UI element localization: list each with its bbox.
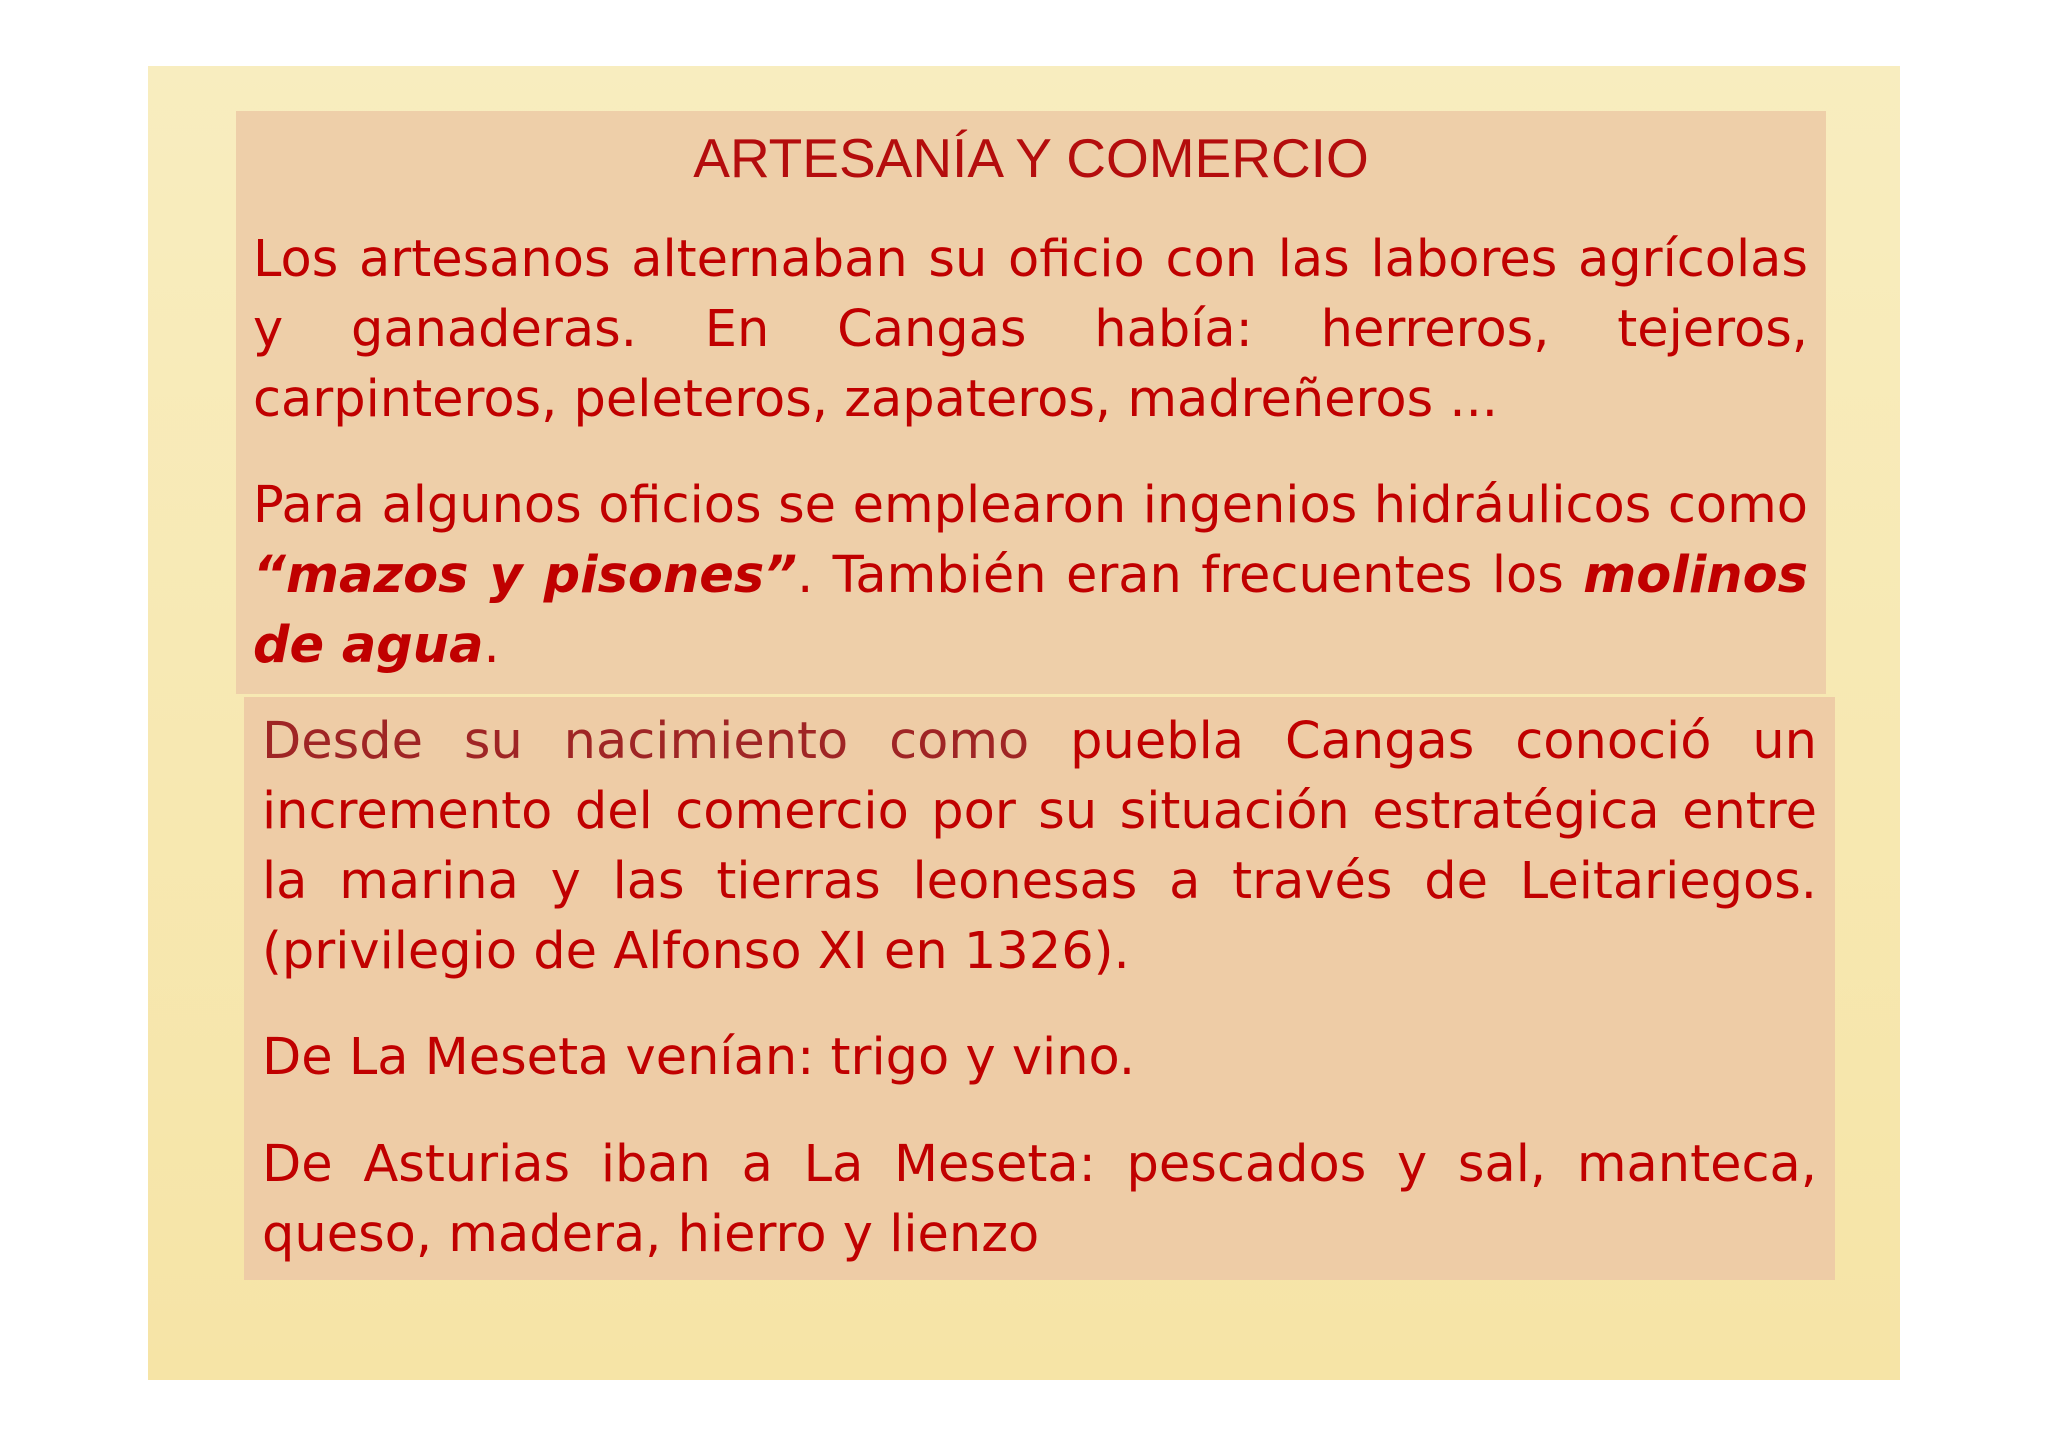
- molinos-emphasis: molinos de agua: [253, 546, 1808, 675]
- commerce-paragraph: [262, 707, 1817, 987]
- asturias-exports-paragraph: De Asturias iban a La Meseta: pescados y sal, manteca, queso, madera, hierro y lienzo: [262, 1135, 1817, 1264]
- slide-title: ARTESANÍA Y COMERCIO: [693, 127, 1369, 189]
- meseta-imports-paragraph: De La Meseta venían: trigo y vino.: [262, 1028, 1136, 1087]
- hydraulic-text-3: .: [483, 616, 500, 675]
- crafts-paragraph: Los artesanos alternaban su oficio con las labores agrícolas y ganaderas. En Cangas había: herreros, tejeros, carpinteros, peleteros, zapateros, madreñeros ...: [253, 230, 1808, 429]
- hydraulic-text-1: Para algunos oficios se emplearon ingenios hidráulicos como: [253, 476, 1808, 535]
- hydraulic-text-2: . También eran frecuentes los: [797, 546, 1584, 605]
- mazos-pisones-emphasis: “mazos y pisones”: [253, 546, 798, 605]
- commerce-text-rest: puebla Cangas conoció un incremento del comercio por su situación estratégica entre la marina y las tierras leonesas a través de Leitariegos. (privilegio de Alfonso XI en 1326).: [262, 712, 1817, 981]
- commerce-text-lead: Desde su nacimiento como: [262, 712, 1071, 771]
- hydraulic-paragraph: [253, 471, 1808, 681]
